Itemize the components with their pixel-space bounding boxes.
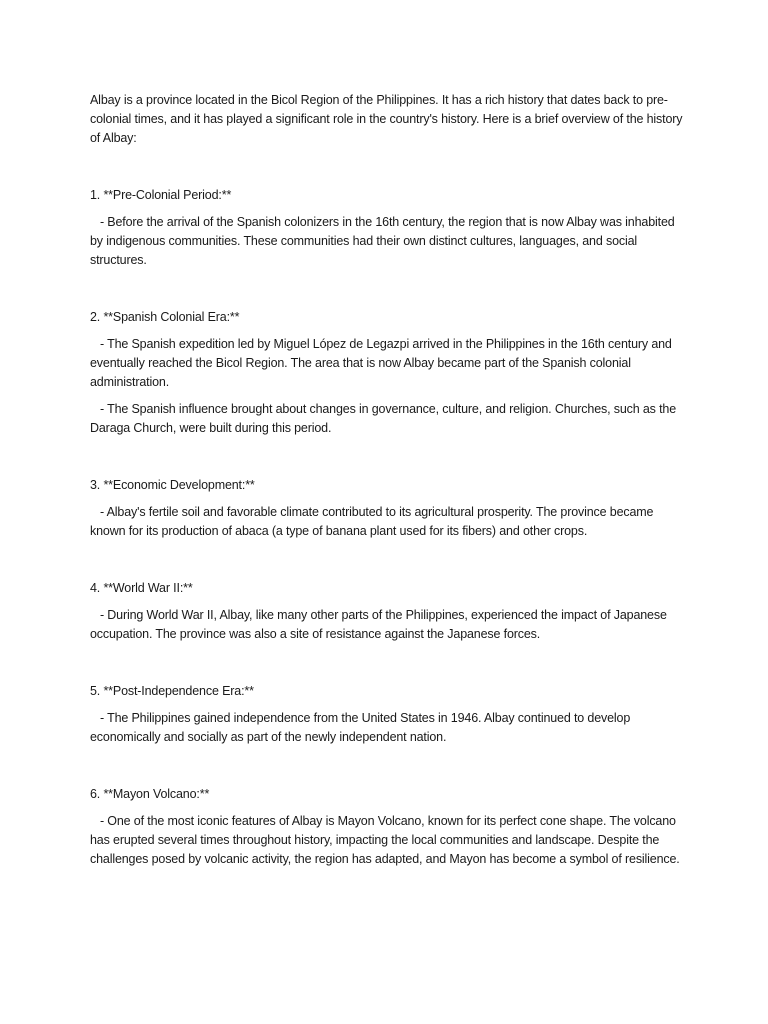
section-paragraph: - During World War II, Albay, like many other parts of the Philippines, experienced the impact of Japanese occupation. The province was also a site of resistance against the Japanese forces. xyxy=(90,608,667,641)
section-paragraph: - Before the arrival of the Spanish colonizers in the 16th century, the region that is now Albay was inhabited by indigenous communities. These communities had their own distinct cultures, languages, and social structures. xyxy=(90,215,675,267)
section-paragraph: - Albay's fertile soil and favorable climate contributed to its agricultural prosperity. The province became known for its production of abaca (a type of banana plant used for its fibers) and other crops. xyxy=(90,505,654,538)
section-heading: 2. **Spanish Colonial Era:** xyxy=(90,310,240,324)
section-paragraph: - One of the most iconic features of Albay is Mayon Volcano, known for its perfect cone shape. The volcano has erupted several times throughout history, impacting the local communities and landscape. Despite the challenges posed by volcanic activity, the region has adapted, and Mayon has become a symbol of resilience. xyxy=(90,814,680,866)
section-heading: 5. **Post-Independence Era:** xyxy=(90,684,254,698)
section-heading: 4. **World War II:** xyxy=(90,581,193,595)
section-pre-colonial xyxy=(90,186,690,270)
section-paragraph: - The Spanish influence brought about changes in governance, culture, and religion. Churches, such as the Daraga Church, were built during this period. xyxy=(90,402,677,435)
section-mayon-volcano xyxy=(90,785,690,869)
section-post-independence xyxy=(90,682,690,747)
section-paragraph: - The Philippines gained independence from the United States in 1946. Albay continued to develop economically and socially as part of the newly independent nation. xyxy=(90,711,631,744)
intro-paragraph: Albay is a province located in the Bicol Region of the Philippines. It has a rich history that dates back to pre-colonial times, and it has played a significant role in the country's history. Here is a brief overview of the history of Albay: xyxy=(90,93,683,145)
section-heading: 3. **Economic Development:** xyxy=(90,478,255,492)
section-world-war-ii xyxy=(90,579,690,644)
section-heading: 6. **Mayon Volcano:** xyxy=(90,787,210,801)
section-heading: 1. **Pre-Colonial Period:** xyxy=(90,188,232,202)
section-spanish-colonial xyxy=(90,308,690,438)
document-page xyxy=(90,91,690,869)
section-economic-development xyxy=(90,476,690,541)
section-paragraph: - The Spanish expedition led by Miguel López de Legazpi arrived in the Philippines in the 16th century and eventually reached the Bicol Region. The area that is now Albay became part of the Spanish colonial administration. xyxy=(90,337,672,389)
